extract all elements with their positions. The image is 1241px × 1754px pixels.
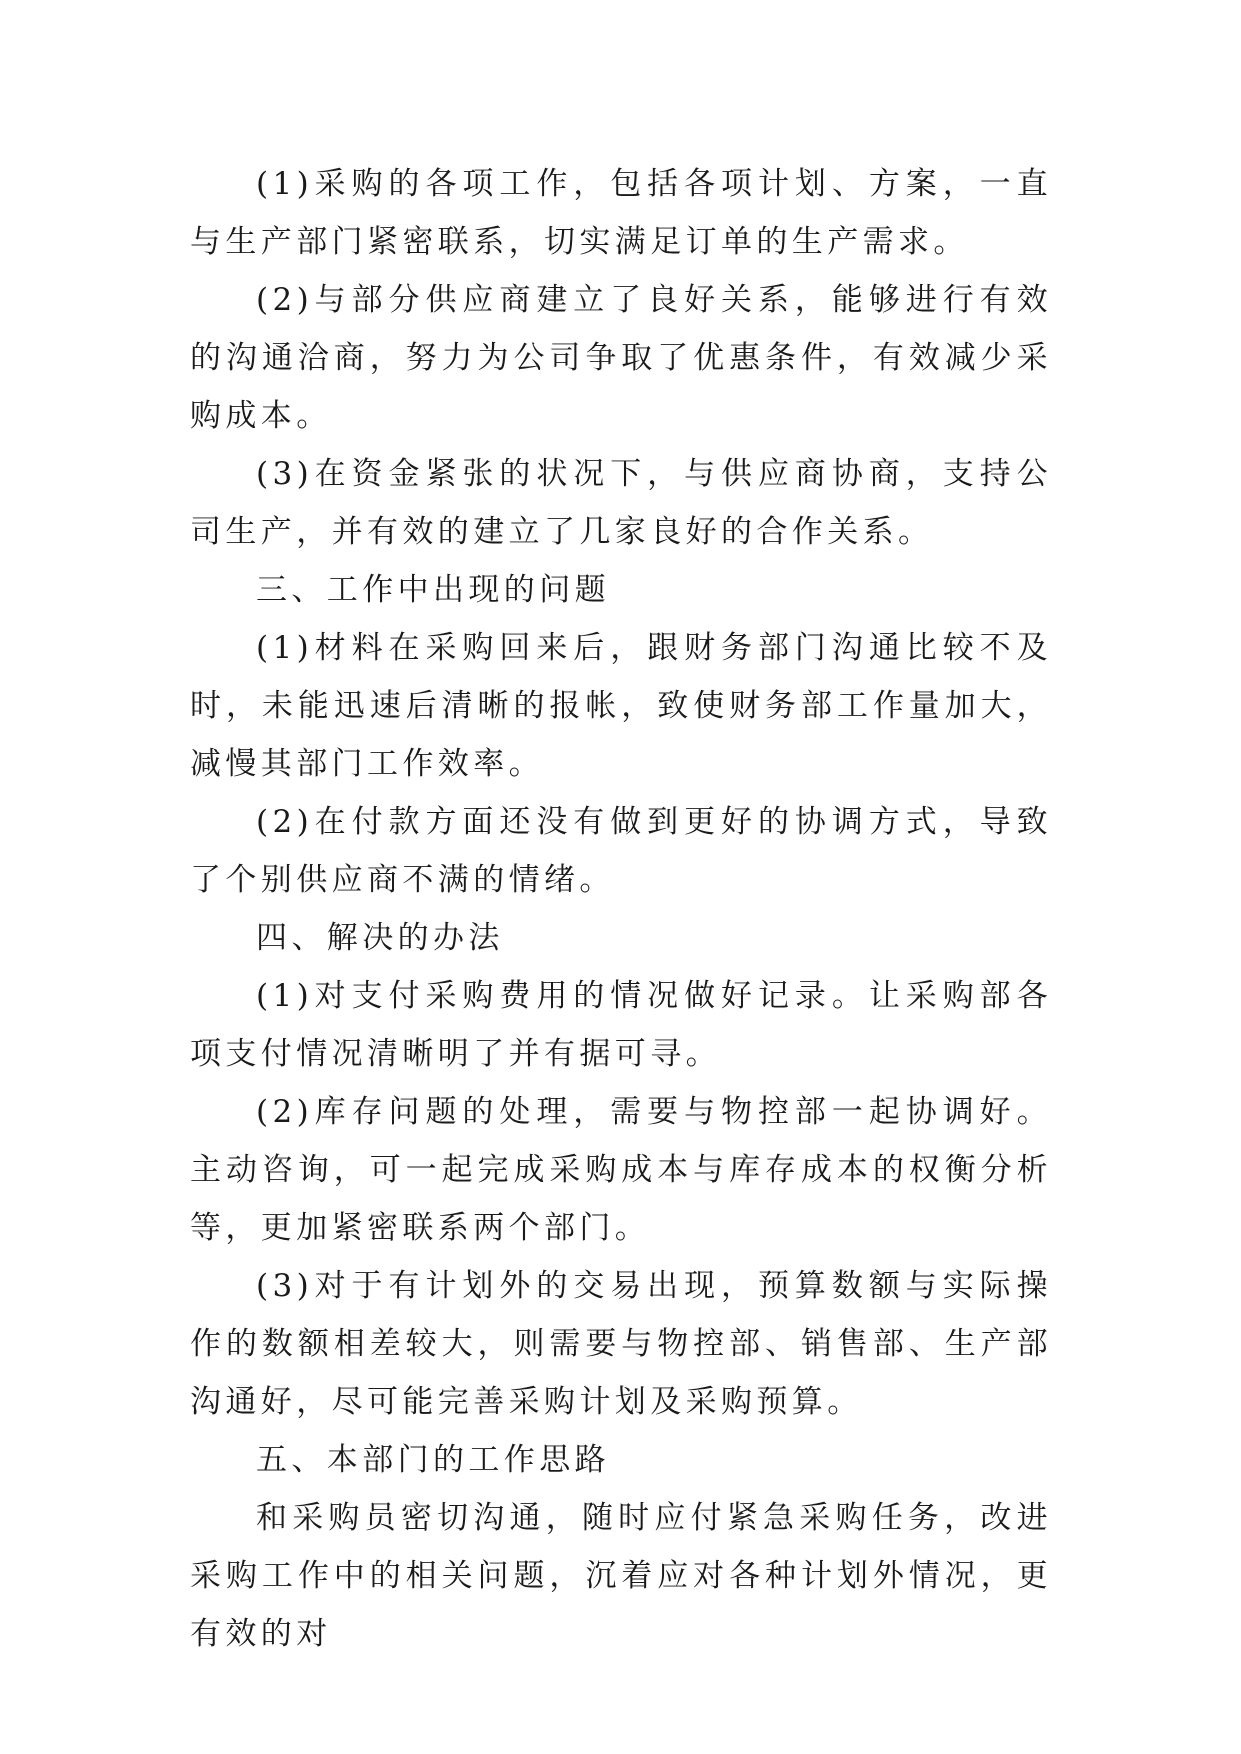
paragraph-7: (2)库存问题的处理，需要与物控部一起协调好。主动咨询，可一起完成采购成本与库存成本的权衡分析等，更加紧密联系两个部门。	[190, 1094, 1052, 1246]
paragraph-3: (3)在资金紧张的状况下，与供应商协商，支持公司生产，并有效的建立了几家良好的合作关系。	[190, 456, 1052, 550]
section-heading-3: 三、工作中出现的问题	[256, 572, 610, 608]
document-page	[190, 155, 1052, 1663]
paragraph-1: (1)采购的各项工作，包括各项计划、方案，一直与生产部门紧密联系，切实满足订单的生产需求。	[190, 166, 1052, 260]
paragraph-8: (3)对于有计划外的交易出现，预算数额与实际操作的数额相差较大，则需要与物控部、销售部、生产部沟通好，尽可能完善采购计划及采购预算。	[190, 1268, 1052, 1420]
section-heading-5: 五、本部门的工作思路	[256, 1442, 610, 1478]
paragraph-4: (1)材料在采购回来后，跟财务部门沟通比较不及时，未能迅速后清晰的报帐，致使财务部工作量加大，减慢其部门工作效率。	[190, 630, 1052, 782]
paragraph-6: (1)对支付采购费用的情况做好记录。让采购部各项支付情况清晰明了并有据可寻。	[190, 978, 1052, 1072]
paragraph-9: 和采购员密切沟通，随时应付紧急采购任务，改进采购工作中的相关问题，沉着应对各种计划外情况，更有效的对	[190, 1500, 1052, 1652]
paragraph-5: (2)在付款方面还没有做到更好的协调方式，导致了个别供应商不满的情绪。	[190, 804, 1052, 898]
paragraph-2: (2)与部分供应商建立了良好关系，能够进行有效的沟通洽商，努力为公司争取了优惠条件，有效减少采购成本。	[190, 282, 1052, 434]
section-heading-4: 四、解决的办法	[256, 920, 504, 956]
